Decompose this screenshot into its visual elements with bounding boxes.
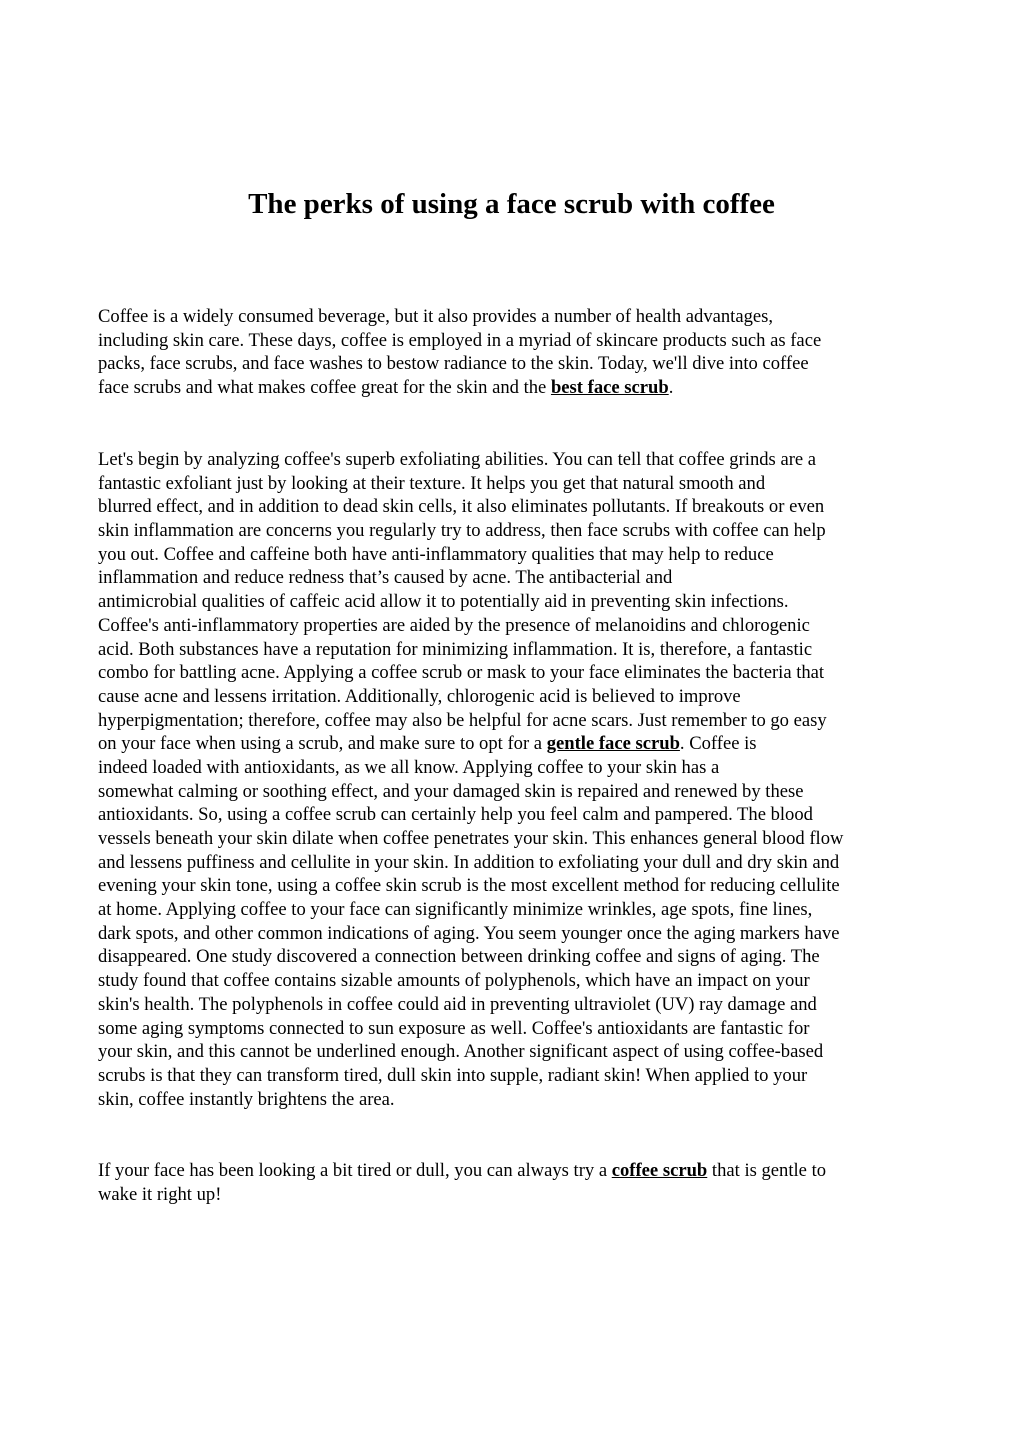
paragraph-line: skin's health. The polyphenols in coffee could aid in preventing ultraviolet (UV) ray damage and: [98, 993, 817, 1015]
line-text: face scrubs and what makes coffee great for the skin and the: [98, 377, 551, 399]
paragraph-line: acid. Both substances have a reputation for minimizing inflammation. It is, therefore, a fantastic: [98, 638, 813, 660]
paragraph-line: somewhat calming or soothing effect, and your damaged skin is repaired and renewed by these: [98, 780, 804, 802]
line-text: . Coffee is: [679, 733, 757, 755]
paragraph-line: vessels beneath your skin dilate when coffee penetrates your skin. This enhances general blood flow: [98, 828, 844, 849]
line-text: If your face has been looking a bit tired or dull, you can always try a: [98, 1160, 612, 1181]
paragraph-line: antimicrobial qualities of caffeic acid allow it to potentially aid in preventing skin infections.: [98, 591, 789, 613]
paragraph-line: [98, 732, 928, 756]
paragraph-line: disappeared. One study discovered a connection between drinking coffee and signs of aging. The: [98, 946, 820, 968]
line-text: that is gentle to: [707, 1160, 827, 1181]
coffee-scrub-link[interactable]: coffee scrub: [611, 1160, 708, 1181]
best-face-scrub-link[interactable]: best face scrub: [550, 377, 669, 399]
paragraph-line: study found that coffee contains sizable amounts of polyphenols, which have an impact on your: [98, 970, 810, 992]
paragraph-conclusion: [98, 1159, 928, 1206]
line-text: .: [668, 377, 674, 399]
line-text: on your face when using a scrub, and make sure to opt for a: [98, 733, 547, 755]
paragraph-line: Let's begin by analyzing coffee's superb exfoliating abilities. You can tell that coffee grinds are a: [98, 449, 817, 470]
paragraph-line: including skin care. These days, coffee is employed in a myriad of skincare products such as face: [98, 329, 822, 351]
paragraph-line: indeed loaded with antioxidants, as we all know. Applying coffee to your skin has a: [98, 756, 720, 778]
paragraph-line: skin, coffee instantly brightens the area.: [98, 1088, 395, 1110]
paragraph-line: scrubs is that they can transform tired, dull skin into supple, radiant skin! When applied to your: [98, 1064, 808, 1086]
paragraph-line: packs, face scrubs, and face washes to bestow radiance to the skin. Today, we'll dive into coffee: [98, 353, 809, 375]
paragraph-line: antioxidants. So, using a coffee scrub can certainly help you feel calm and pampered. The blood: [98, 804, 813, 826]
paragraph-line: inflammation and reduce redness that’s caused by acne. The antibacterial and: [98, 567, 673, 589]
paragraph-line: cause acne and lessens irritation. Additionally, chlorogenic acid is believed to improve: [98, 685, 741, 707]
paragraph-body: [98, 448, 928, 1111]
paragraph-intro: [98, 305, 928, 400]
gentle-face-scrub-link[interactable]: gentle face scrub: [546, 733, 680, 755]
paragraph-line: blurred effect, and in addition to dead skin cells, it also eliminates pollutants. If breakouts or even: [98, 496, 825, 518]
paragraph-line: Coffee's anti-inflammatory properties are aided by the presence of melanoidins and chlorogenic: [98, 614, 810, 636]
paragraph-line: at home. Applying coffee to your face can significantly minimize wrinkles, age spots, fine lines,: [98, 899, 813, 921]
paragraph-line: your skin, and this cannot be underlined enough. Another significant aspect of using coffee-based: [98, 1041, 824, 1063]
paragraph-line: [98, 376, 928, 400]
paragraph-line: wake it right up!: [98, 1183, 222, 1205]
paragraph-line: evening your skin tone, using a coffee skin scrub is the most excellent method for reducing cellulite: [98, 875, 840, 897]
paragraph-line: skin inflammation are concerns you regularly try to address, then face scrubs with coffee can help: [98, 520, 826, 542]
paragraph-line: fantastic exfoliant just by looking at their texture. It helps you get that natural smooth and: [98, 472, 766, 494]
document-title: The perks of using a face scrub with coffee: [248, 188, 775, 220]
paragraph-line: [98, 1159, 928, 1183]
paragraph-line: and lessens puffiness and cellulite in your skin. In addition to exfoliating your dull and dry skin and: [98, 851, 840, 873]
paragraph-line: hyperpigmentation; therefore, coffee may also be helpful for acne scars. Just remember to go easy: [98, 709, 827, 731]
paragraph-line: Coffee is a widely consumed beverage, but it also provides a number of health advantages,: [98, 306, 774, 327]
paragraph-line: dark spots, and other common indications of aging. You seem younger once the aging markers have: [98, 922, 840, 944]
paragraph-line: some aging symptoms connected to sun exposure as well. Coffee's antioxidants are fantastic for: [98, 1017, 810, 1039]
paragraph-line: you out. Coffee and caffeine both have anti-inflammatory qualities that may help to reduce: [98, 543, 774, 565]
paragraph-line: combo for battling acne. Applying a coffee scrub or mask to your face eliminates the bacteria that: [98, 662, 825, 684]
